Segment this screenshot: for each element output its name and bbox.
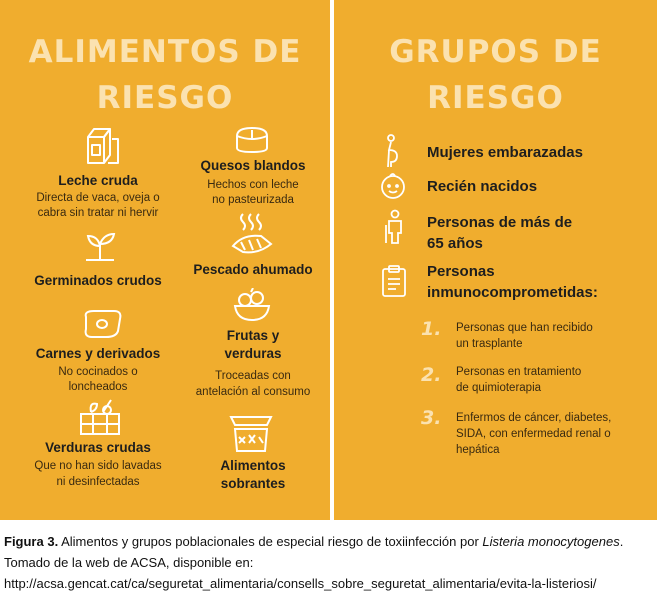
chronic-disease-text-line1: Enfermos de cáncer, diabetes, — [456, 412, 612, 424]
smoked-fish-title: Pescado ahumado — [193, 262, 313, 277]
fruit-bowl-icon — [231, 288, 273, 324]
immunocompromised-label-line2: inmunocomprometidas: — [427, 284, 598, 301]
meat-desc-line1: No cocinados o — [58, 366, 138, 378]
meat-desc-line2: loncheados — [68, 381, 128, 393]
subitem-number-1: 1. — [421, 318, 442, 340]
caption-text-2: . Tomado de la web de ACSA, disponible en: http://acsa.gencat.cat/ca/seguretat_alimentaria/consells_sobre_seguretat_alimentaria/evita-la-listeriosi/ — [4, 534, 624, 591]
pregnant-woman-icon — [383, 134, 403, 168]
fruits-title-line2: verduras — [224, 346, 282, 361]
chemotherapy-text-line2: de quimioterapia — [456, 382, 542, 394]
caption-text-1: Alimentos y grupos poblacionales de especial riesgo de toxiinfección por — [58, 534, 483, 549]
foods-title-line1: ALIMENTOS DE — [28, 34, 302, 70]
raw-sprouts-title: Germinados crudos — [34, 273, 162, 288]
cheese-icon — [233, 124, 271, 154]
leftovers-title-line1: Alimentos — [220, 458, 286, 473]
groups-title-line2: RIESGO — [427, 80, 564, 116]
raw-vegetables-desc-line1: Que no han sido lavadas — [34, 460, 162, 472]
raw-milk-desc-line1: Directa de vaca, oveja o — [36, 192, 160, 204]
fruits-title-line1: Frutas y — [226, 328, 280, 343]
transplant-text-line2: un trasplante — [456, 338, 523, 350]
clipboard-icon — [381, 264, 407, 298]
over-65-label-line1: Personas de más de — [427, 214, 573, 231]
chronic-disease-text-line3: hepática — [456, 444, 500, 456]
raw-milk-desc-line2: cabra sin tratar ni hervir — [37, 207, 159, 219]
elderly-person-icon — [383, 209, 407, 245]
meat-title: Carnes y derivados — [35, 346, 161, 361]
foods-title-line2: RIESGO — [96, 80, 234, 116]
sprout-icon — [80, 230, 120, 264]
pregnant-women-label: Mujeres embarazadas — [427, 144, 583, 161]
chemotherapy-text-line1: Personas en tratamiento — [456, 366, 582, 378]
baby-face-icon — [378, 172, 408, 200]
transplant-text-line1: Personas que han recibido — [456, 322, 593, 334]
soft-cheese-title: Quesos blandos — [200, 158, 306, 173]
groups-title-line1: GRUPOS DE — [389, 34, 602, 70]
smoked-fish-icon — [229, 210, 275, 256]
raw-vegetables-desc-line2: ni desinfectadas — [56, 476, 140, 488]
milk-carton-icon — [84, 125, 122, 165]
fruits-desc-line1: Troceadas con — [215, 370, 291, 382]
caption-label: Figura 3. — [4, 534, 59, 549]
figure-caption — [4, 531, 656, 594]
chronic-disease-text-line2: SIDA, con enfermedad renal o — [456, 428, 611, 440]
raw-vegetables-title: Verduras crudas — [45, 440, 151, 455]
steak-icon — [80, 307, 124, 341]
over-65-label-line2: 65 años — [427, 235, 483, 252]
subitem-number-2: 2. — [421, 364, 442, 386]
fruits-desc-line2: antelación al consumo — [195, 386, 311, 398]
leftovers-title-line2: sobrantes — [220, 476, 286, 491]
vegetable-crate-icon — [77, 398, 123, 436]
caption-species: Listeria monocytogenes — [482, 534, 620, 549]
newborns-label: Recién nacidos — [427, 178, 538, 195]
immunocompromised-label-line1: Personas — [427, 263, 495, 280]
subitem-number-3: 3. — [421, 407, 442, 429]
raw-milk-title: Leche cruda — [58, 173, 138, 188]
soft-cheese-desc-line2: no pasteurizada — [212, 194, 294, 206]
soft-cheese-desc-line1: Hechos con leche — [207, 179, 299, 191]
leftovers-container-icon — [227, 413, 275, 455]
